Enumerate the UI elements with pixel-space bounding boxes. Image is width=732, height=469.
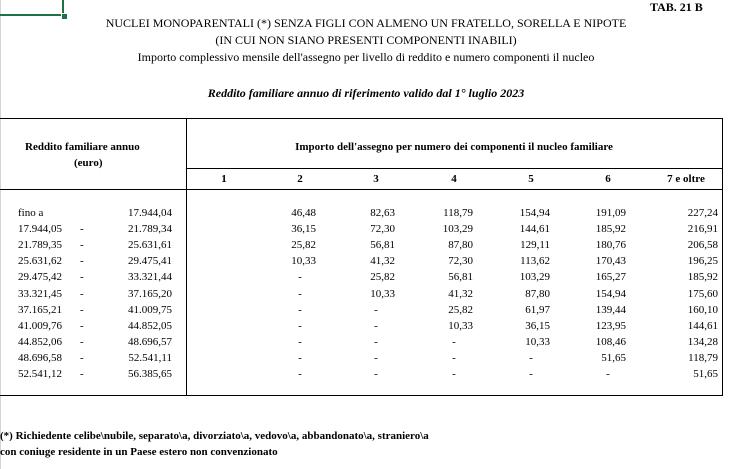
amount-cell: -	[452, 352, 456, 364]
amount-cell: 10,33	[291, 255, 316, 267]
income-from: 52.541,12	[18, 368, 62, 380]
column-header: 3	[373, 173, 379, 185]
amount-cell: -	[452, 368, 456, 380]
amount-cell: 87,80	[448, 239, 473, 251]
income-to: 48.696,57	[128, 336, 172, 348]
amount-cell: 51,65	[693, 368, 718, 380]
income-from: 33.321,45	[18, 288, 62, 300]
income-range-dash: -	[80, 255, 84, 267]
amount-cell: 227,24	[687, 207, 718, 219]
income-to: 33.321,44	[128, 271, 172, 283]
column-header: 7 e oltre	[667, 173, 705, 185]
income-range-dash: -	[80, 288, 84, 300]
income-to: 17.944,04	[128, 207, 172, 219]
footnote-line-1: (*) Richiedente celibe\nubile, separato\a, divorziato\a, vedovo\a, abbandonato\a, straniero\a	[0, 430, 429, 442]
amount-cell: -	[298, 288, 302, 300]
income-range-dash: -	[80, 320, 84, 332]
amount-cell: 191,09	[595, 207, 626, 219]
amount-cell: 25,82	[291, 239, 316, 251]
income-from: 25.631,62	[18, 255, 62, 267]
left-header-line-1: Reddito familiare annuo	[25, 141, 140, 153]
amount-cell: -	[374, 352, 378, 364]
footnote-line-2: con coniuge residente in un Paese estero non convenzionato	[0, 446, 278, 458]
amount-cell: 56,81	[448, 271, 473, 283]
income-from: 48.696,58	[18, 352, 62, 364]
amount-cell: 160,10	[687, 304, 718, 316]
amount-cell: 56,81	[370, 239, 395, 251]
amount-cell: -	[298, 271, 302, 283]
amount-cell: -	[374, 336, 378, 348]
amount-cell: 25,82	[448, 304, 473, 316]
column-header: 4	[451, 173, 457, 185]
income-to: 21.789,34	[128, 223, 172, 235]
amount-cell: -	[606, 368, 610, 380]
amount-cell: 25,82	[370, 271, 395, 283]
amount-cell: 185,92	[687, 271, 718, 283]
amount-cell: 72,30	[370, 223, 395, 235]
title-line-3: Importo complessivo mensile dell'assegno per livello di reddito e numero componenti il nucleo	[137, 50, 595, 64]
income-range-dash: -	[80, 223, 84, 235]
amount-cell: 170,43	[595, 255, 626, 267]
income-range-dash: -	[80, 336, 84, 348]
amount-cell: -	[298, 368, 302, 380]
income-range-dash: -	[80, 368, 84, 380]
amount-cell: 180,76	[595, 239, 626, 251]
amount-cell: 41,32	[448, 288, 473, 300]
amount-cell: 103,29	[519, 271, 550, 283]
income-range-dash: -	[80, 304, 84, 316]
amount-cell: -	[529, 368, 533, 380]
title-line-2: (IN CUI NON SIANO PRESENTI COMPONENTI INABILI)	[215, 33, 517, 47]
amount-cell: 10,33	[525, 336, 550, 348]
amount-cell: 144,61	[687, 320, 718, 332]
amount-cell: 10,33	[448, 320, 473, 332]
column-header: 2	[297, 173, 303, 185]
amount-cell: 154,94	[595, 288, 626, 300]
amount-cell: 139,44	[595, 304, 626, 316]
column-header: 6	[605, 173, 611, 185]
amount-cell: -	[298, 304, 302, 316]
income-to: 56.385,65	[128, 368, 172, 380]
amount-cell: 123,95	[595, 320, 626, 332]
income-to: 52.541,11	[128, 352, 172, 364]
amount-cell: 165,27	[595, 271, 626, 283]
amount-cell: -	[374, 304, 378, 316]
amount-cell: 129,11	[520, 239, 550, 251]
income-from: 44.852,06	[18, 336, 62, 348]
sheet-grid-line	[0, 0, 1, 469]
amount-cell: 113,62	[520, 255, 550, 267]
amount-cell: -	[452, 336, 456, 348]
amount-cell: 72,30	[448, 255, 473, 267]
amount-cell: 154,94	[519, 207, 550, 219]
amount-cell: 134,28	[687, 336, 718, 348]
amount-cell: -	[298, 336, 302, 348]
amount-cell: 61,97	[525, 304, 550, 316]
column-header: 5	[528, 173, 534, 185]
selected-cell[interactable]	[0, 0, 64, 16]
table-divider	[186, 118, 187, 396]
amount-cell: 206,58	[687, 239, 718, 251]
income-from: 41.009,76	[18, 320, 62, 332]
amount-cell: -	[529, 352, 533, 364]
amount-cell: 36,15	[525, 320, 550, 332]
income-range-dash: -	[80, 352, 84, 364]
table-right-border	[722, 118, 723, 396]
right-header: Importo dell'assegno per numero dei componenti il nucleo familiare	[295, 141, 613, 153]
amount-cell: 216,91	[687, 223, 718, 235]
amount-cell: 10,33	[370, 288, 395, 300]
columns-header-border	[186, 168, 722, 169]
amount-cell: -	[374, 368, 378, 380]
income-to: 29.475,41	[128, 255, 172, 267]
income-from: 17.944,05	[18, 223, 62, 235]
amount-cell: -	[298, 352, 302, 364]
amount-cell: 46,48	[291, 207, 316, 219]
amount-cell: 82,63	[370, 207, 395, 219]
amount-cell: 36,15	[291, 223, 316, 235]
amount-cell: 196,25	[687, 255, 718, 267]
amount-cell: 108,46	[595, 336, 626, 348]
amount-cell: 118,79	[688, 352, 718, 364]
income-range-dash: -	[80, 271, 84, 283]
income-from: fino a	[18, 207, 44, 219]
amount-cell: 144,61	[519, 223, 550, 235]
subtitle: Reddito familiare annuo di riferimento valido dal 1° luglio 2023	[207, 86, 525, 100]
header-bottom-border	[0, 189, 722, 190]
amount-cell: -	[374, 320, 378, 332]
table-top-border	[0, 118, 722, 119]
amount-cell: 51,65	[601, 352, 626, 364]
amount-cell: 185,92	[595, 223, 626, 235]
income-range-dash: -	[80, 239, 84, 251]
table-number: TAB. 21 B	[650, 0, 703, 14]
income-from: 37.165,21	[18, 304, 62, 316]
income-from: 29.475,42	[18, 271, 62, 283]
income-to: 37.165,20	[128, 288, 172, 300]
column-header: 1	[221, 173, 227, 185]
income-from: 21.789,35	[18, 239, 62, 251]
amount-cell: 41,32	[370, 255, 395, 267]
table-bottom-border	[0, 395, 722, 396]
amount-cell: 175,60	[687, 288, 718, 300]
income-to: 44.852,05	[128, 320, 172, 332]
amount-cell: -	[298, 320, 302, 332]
amount-cell: 87,80	[525, 288, 550, 300]
income-to: 41.009,75	[128, 304, 172, 316]
left-header-line-2: (euro)	[74, 157, 103, 169]
income-to: 25.631,61	[128, 239, 172, 251]
title-line-1: NUCLEI MONOPARENTALI (*) SENZA FIGLI CON ALMENO UN FRATELLO, SORELLA E NIPOTE	[105, 16, 627, 30]
amount-cell: 103,29	[442, 223, 473, 235]
amount-cell: 118,79	[443, 207, 473, 219]
